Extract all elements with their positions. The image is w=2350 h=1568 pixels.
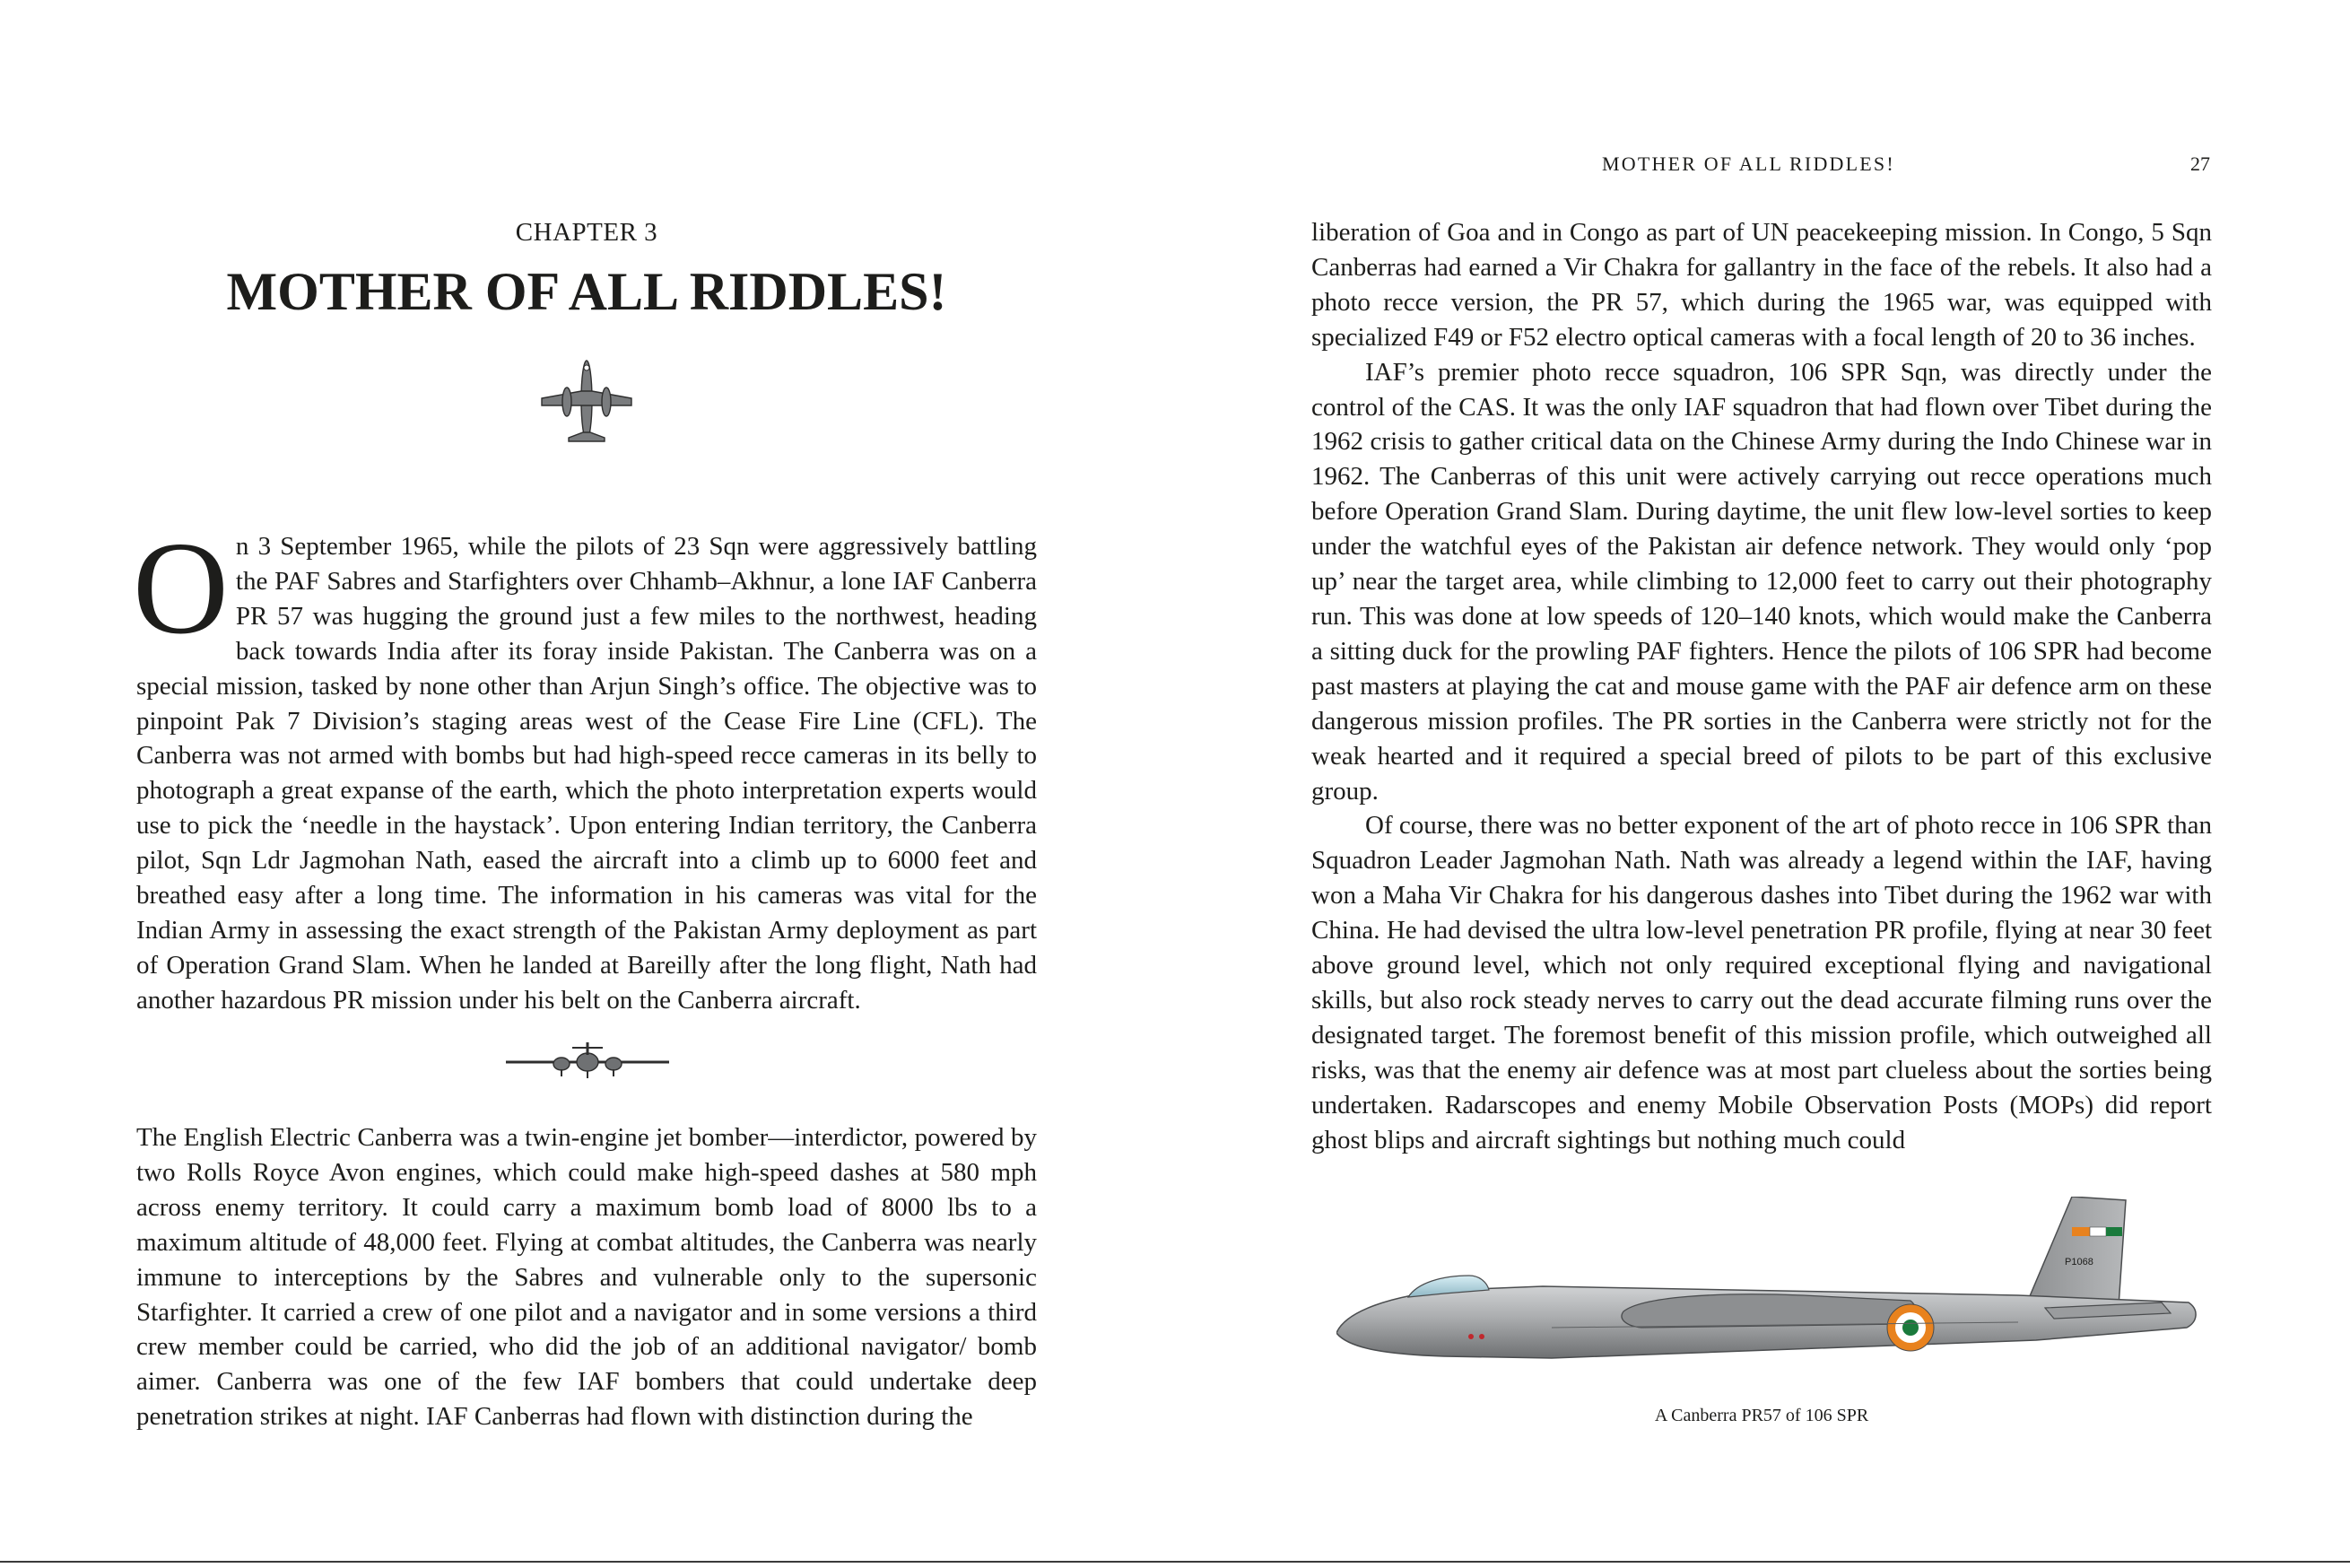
continued-paragraph: liberation of Goa and in Congo as part of UN peacekeeping mission. In Congo, 5 Sqn Canberras had earned a Vir Chakra for gallantry in the face of the rebels. It also had a photo recce version, the PR 57, which during the 1965 war, was equipped with specialized F49 or F52 electro optical cameras with a focal length of 20 to 36 inches.	[1311, 218, 2212, 352]
page-number: 27	[2190, 152, 2210, 175]
canberra-frontview-ornament-icon	[502, 1039, 673, 1080]
opening-paragraph	[133, 515, 1037, 1018]
jagmohan-nath-paragraph: Of course, there was no better exponent of the art of photo recce in 106 SPR than Squadron Leader Jagmohan Nath. Nath was already a legend within the IAF, having won a Maha Vir Chakra for his dangerous dashes into Tibet during the 1962 war with China. He had devised the ultra low-level penetration PR profile, flying at near 30 feet above ground level, which not only required exceptional flying and navigational skills, but also rock steady nerves to carry out the dead accurate filming runs over the designated target. The foremost benefit of this mission profile, which outweighed all risks, was that the enemy air defence was at most part clueless about the sorties being undertaken. Radarscopes and enemy Mobile Observation Posts (MOPs) did report ghost blips and aircraft sightings but nothing much could	[1311, 811, 2212, 1154]
left-page	[0, 0, 1175, 1561]
opening-paragraph-text: n 3 September 1965, while the pilots of 23 Sqn were aggressively battling the PAF Sabres and Starfighters over Chhamb–Akhnur, a lone IAF Canberra PR 57 was hugging the ground just a few miles to the northwest, heading back towards India after its foray inside Pakistan. The Canberra was on a special mission, tasked by none other than Arjun Singh’s office. The objective was to pinpoint Pak 7 Division’s staging areas west of the Cease Fire Line (CFL). The Canberra was not armed with bombs but had high-speed recce cameras in its belly to photograph a great expanse of the earth, which the photo interpretation experts would use to pick the ‘needle in the haystack’. Upon entering Indian territory, the Canberra pilot, Sqn Ldr Jagmohan Nath, eased the aircraft into a climb up to 6000 feet and breathed easy after a long time. The information in his cameras was vital for the Indian Army in assessing the exact strength of the Pakistan Army deployment as part of Operation Grand Slam. When he landed at Bareilly after the long flight, Nath had another hazardous PR mission under his belt on the Canberra aircraft.	[136, 532, 1037, 1015]
bottom-border	[0, 1561, 2350, 1563]
canberra-description-paragraph: The English Electric Canberra was a twin-engine jet bomber—interdictor, powered by two Rolls Royce Avon engines, which could make high-speed dashes at 580 mph across enemy territory. It could carry a maximum bomb load of 8000 lbs to a maximum altitude of 48,000 feet. Flying at combat altitudes, the Canberra was nearly immune to interceptions by the Sabres and vulnerable only to the supersonic Starfighter. It carried a crew of one pilot and a navigator and in some versions a third crew member could be carried, who did the job of an additional navigator/ bomb aimer. Canberra was one of the few IAF bombers that could undertake deep penetration strikes at night. IAF Canberras had flown with distinction during the	[136, 1123, 1037, 1432]
figure-caption: A Canberra PR57 of 106 SPR	[1654, 1406, 1869, 1425]
chapter-label: CHAPTER 3	[515, 218, 658, 247]
canberra-topview-ornament-icon	[536, 355, 637, 449]
drop-cap: O	[133, 515, 229, 662]
chapter-title: MOTHER OF ALL RIDDLES!	[226, 262, 947, 321]
photo-recce-squadron-paragraph: IAF’s premier photo recce squadron, 106 SPR Sqn, was directly under the control of the CAS. It was the only IAF squadron that had flown over Tibet during the 1962 crisis to gather critical data on the Chinese Army during the Indo Chinese war in 1962. The Canberras of this unit were actively carrying out recce operations much before Operation Grand Slam. During daytime, the unit flew low-level sorties to keep under the watchful eyes of the Pakistan air defence network. They would only ‘pop up’ near the target area, while climbing to 12,000 feet to carry out their photography run. This was done at low speeds of 120–140 knots, which would make the Canberra a sitting duck for the prowling PAF fighters. Hence the pilots of 106 SPR had become past masters at playing the cat and mouse game with the PAF air defence arm on these dangerous mission profiles. The PR sorties in the Canberra were strictly not for the weak hearted and it required a special breed of pilots to be part of this exclusive group.	[1311, 357, 2212, 806]
right-page-body	[1311, 215, 2212, 1157]
canberra-pr57-illustration	[1336, 1197, 2198, 1385]
running-head: MOTHER OF ALL RIDDLES!	[1602, 152, 1895, 175]
tail-code-text: P1068	[2065, 1257, 2093, 1267]
